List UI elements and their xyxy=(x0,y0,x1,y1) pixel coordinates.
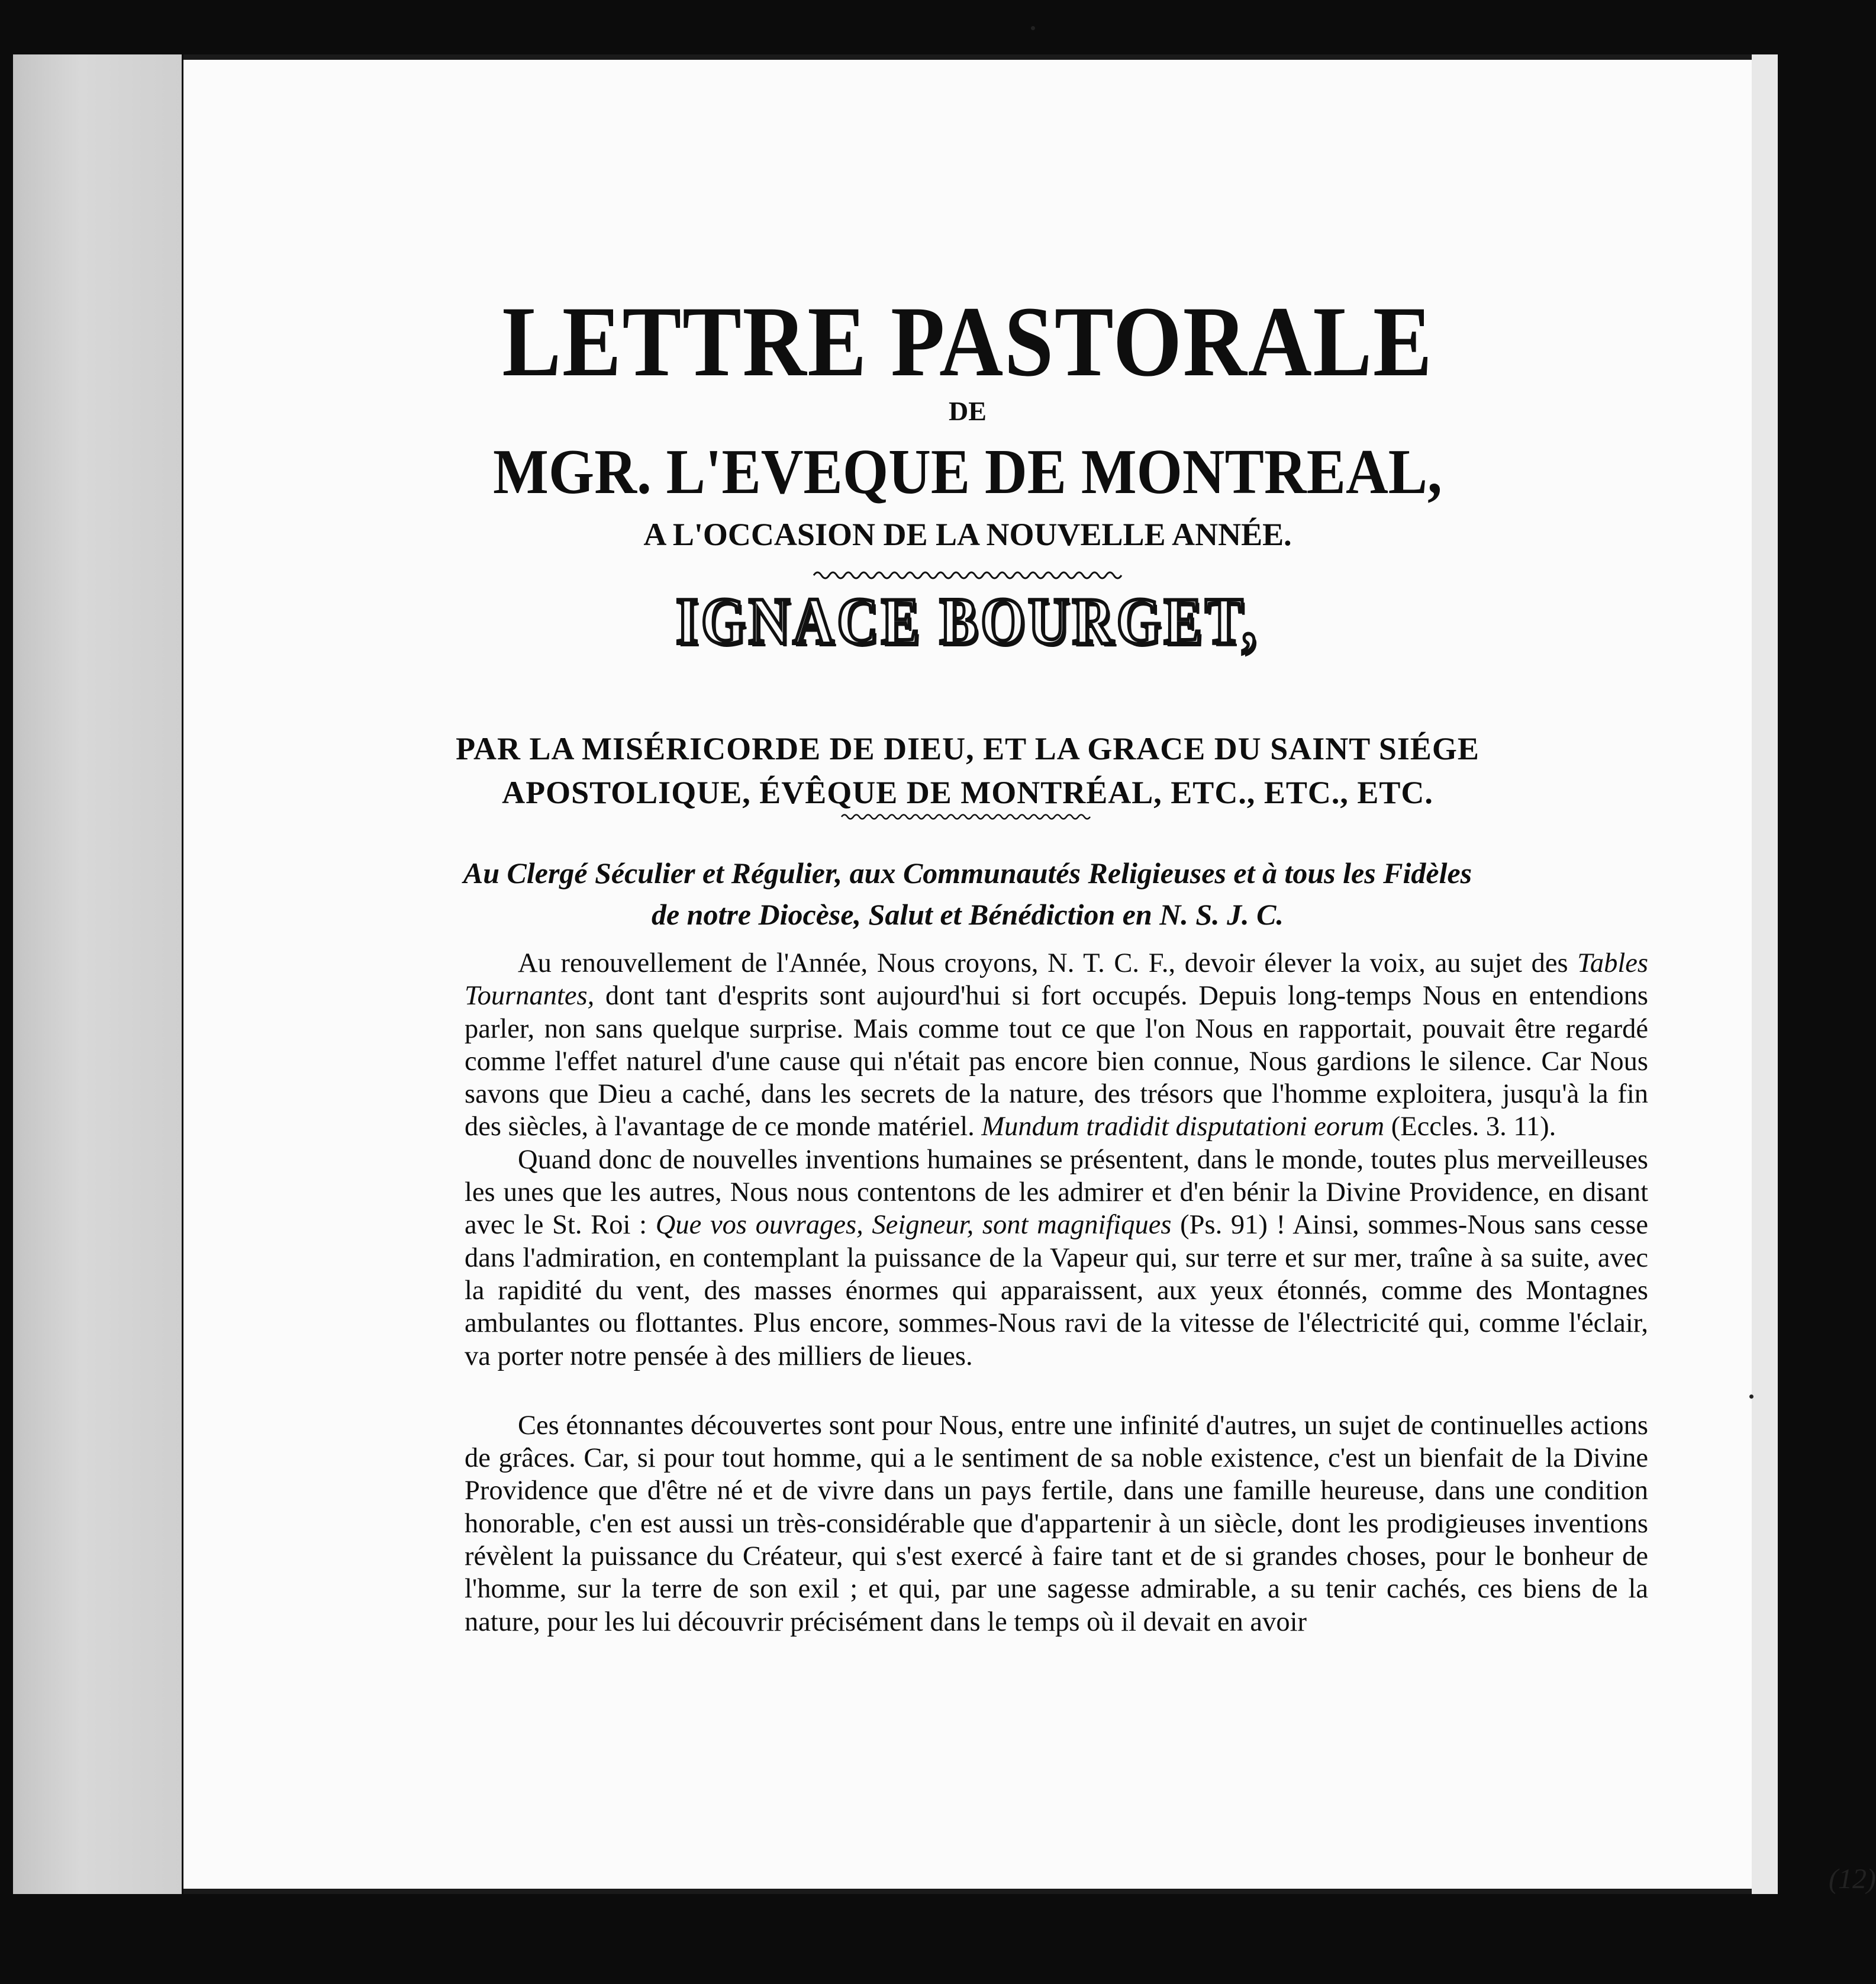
signatory-titles-line2: APOSTOLIQUE, ÉVÊQUE DE MONTRÉAL, ETC., ETC., ETC. xyxy=(502,775,1433,810)
page-top-border xyxy=(183,54,1752,60)
title-de: DE xyxy=(949,396,987,426)
paragraph-3: Ces étonnantes découvertes sont pour Nous, entre une infinité d'autres, un sujet de continuelles actions de grâces. Car, si pour tout homme, qui a le sentiment de sa noble existence, c'est un bienfait de la Divine Providence que d'être né et de vivre dans un pays fertile, dans une famille heureuse, dans une condition honorable, c'en est aussi un très-considérable que d'appartenir à un siècle, dont les prodigieuses inventions révèlent la puissance du Créateur, qui s'est exercé à faire tant et de si grandes choses, pour le bonheur de l'homme, sur la terre de son exil ; et qui, par une sagesse admirable, a su tenir cachés, ces biens de la nature, pour les lui découvrir précisément dans le temps où il devait en avoir xyxy=(465,1410,1648,1637)
psalm-quote: Que vos ouvrages, Seigneur, sont magnifiques xyxy=(655,1210,1172,1241)
letter-body xyxy=(465,947,1648,1638)
title-main: LETTRE PASTORALE xyxy=(502,286,1433,397)
page-bottom-border xyxy=(183,1889,1752,1894)
scan-frame-left xyxy=(13,54,182,1894)
scan-frame-right xyxy=(1752,54,1778,1894)
italic-term-tables-tournantes: Tables Tournantes, xyxy=(465,948,1648,1012)
signatory-name: IGNACE BOURGET, xyxy=(676,585,1259,658)
title-occasion: A L'OCCASION DE LA NOUVELLE ANNÉE. xyxy=(643,517,1292,552)
scan-speck xyxy=(1749,1394,1753,1399)
latin-quote: Mundum tradidit disputationi eorum xyxy=(981,1112,1385,1142)
paragraph-2: Quand donc de nouvelles inventions humaines se présentent, dans le monde, toutes plus merveilleuses les unes que les autres, Nous nous contentons de les admirer et d'en bénir la Divine Providence, en disant avec le St. Roi : Que vos ouvrages, Seigneur, sont magnifiques (Ps. 91) ! Ainsi, sommes-Nous sans cesse dans l'admiration, en contemplant la puissance de la Vapeur qui, sur terre et sur mer, traîne à sa suite, avec la rapidité du vent, des masses énormes qui apparaissent, aux yeux étonnés, comme des Montagnes ambulantes ou flottantes. Plus encore, sommes-Nous ravi de la vitesse de l'électricité qui, comme l'éclair, va porter notre pensée à des milliers de lieues. xyxy=(465,1144,1648,1371)
page-number-stamp: (12) xyxy=(1829,1863,1876,1895)
document-page xyxy=(183,54,1876,1895)
salutation-line2: de notre Diocèse, Salut et Bénédiction en N. S. J. C. xyxy=(651,898,1284,931)
salutation-line1: Au Clergé Séculier et Régulier, aux Communautés Religieuses et à tous les Fidèles xyxy=(463,856,1472,890)
paragraph-1: Au renouvellement de l'Année, Nous croyons, N. T. C. F., devoir élever la voix, au sujet des Tables Tournantes, dont tant d'esprits sont aujourd'hui si fort occupés. Depuis long-temps Nous en entendions parler, non sans quelque surprise. Mais comme tout ce que l'on Nous en rapportait, pouvait être regardé comme l'effet naturel d'une cause qui n'était pas encore bien connue, Nous gardions le silence. Car Nous savons que Dieu a caché, dans les secrets de la nature, des trésors que l'homme exploitera, jusqu'à la fin des siècles, à l'avantage de ce monde matériel. Mundum tradidit disputationi eorum (Eccles. 3. 11). xyxy=(465,948,1648,1142)
scan-speck xyxy=(1031,26,1035,30)
signatory-titles-line1: PAR LA MISÉRICORDE DE DIEU, ET LA GRACE DU SAINT SIÉGE xyxy=(456,731,1479,766)
ornamental-rule-middle xyxy=(842,811,1090,823)
title-bishop: MGR. L'EVEQUE DE MONTREAL, xyxy=(493,437,1442,507)
ornamental-rule-top xyxy=(814,568,1121,582)
